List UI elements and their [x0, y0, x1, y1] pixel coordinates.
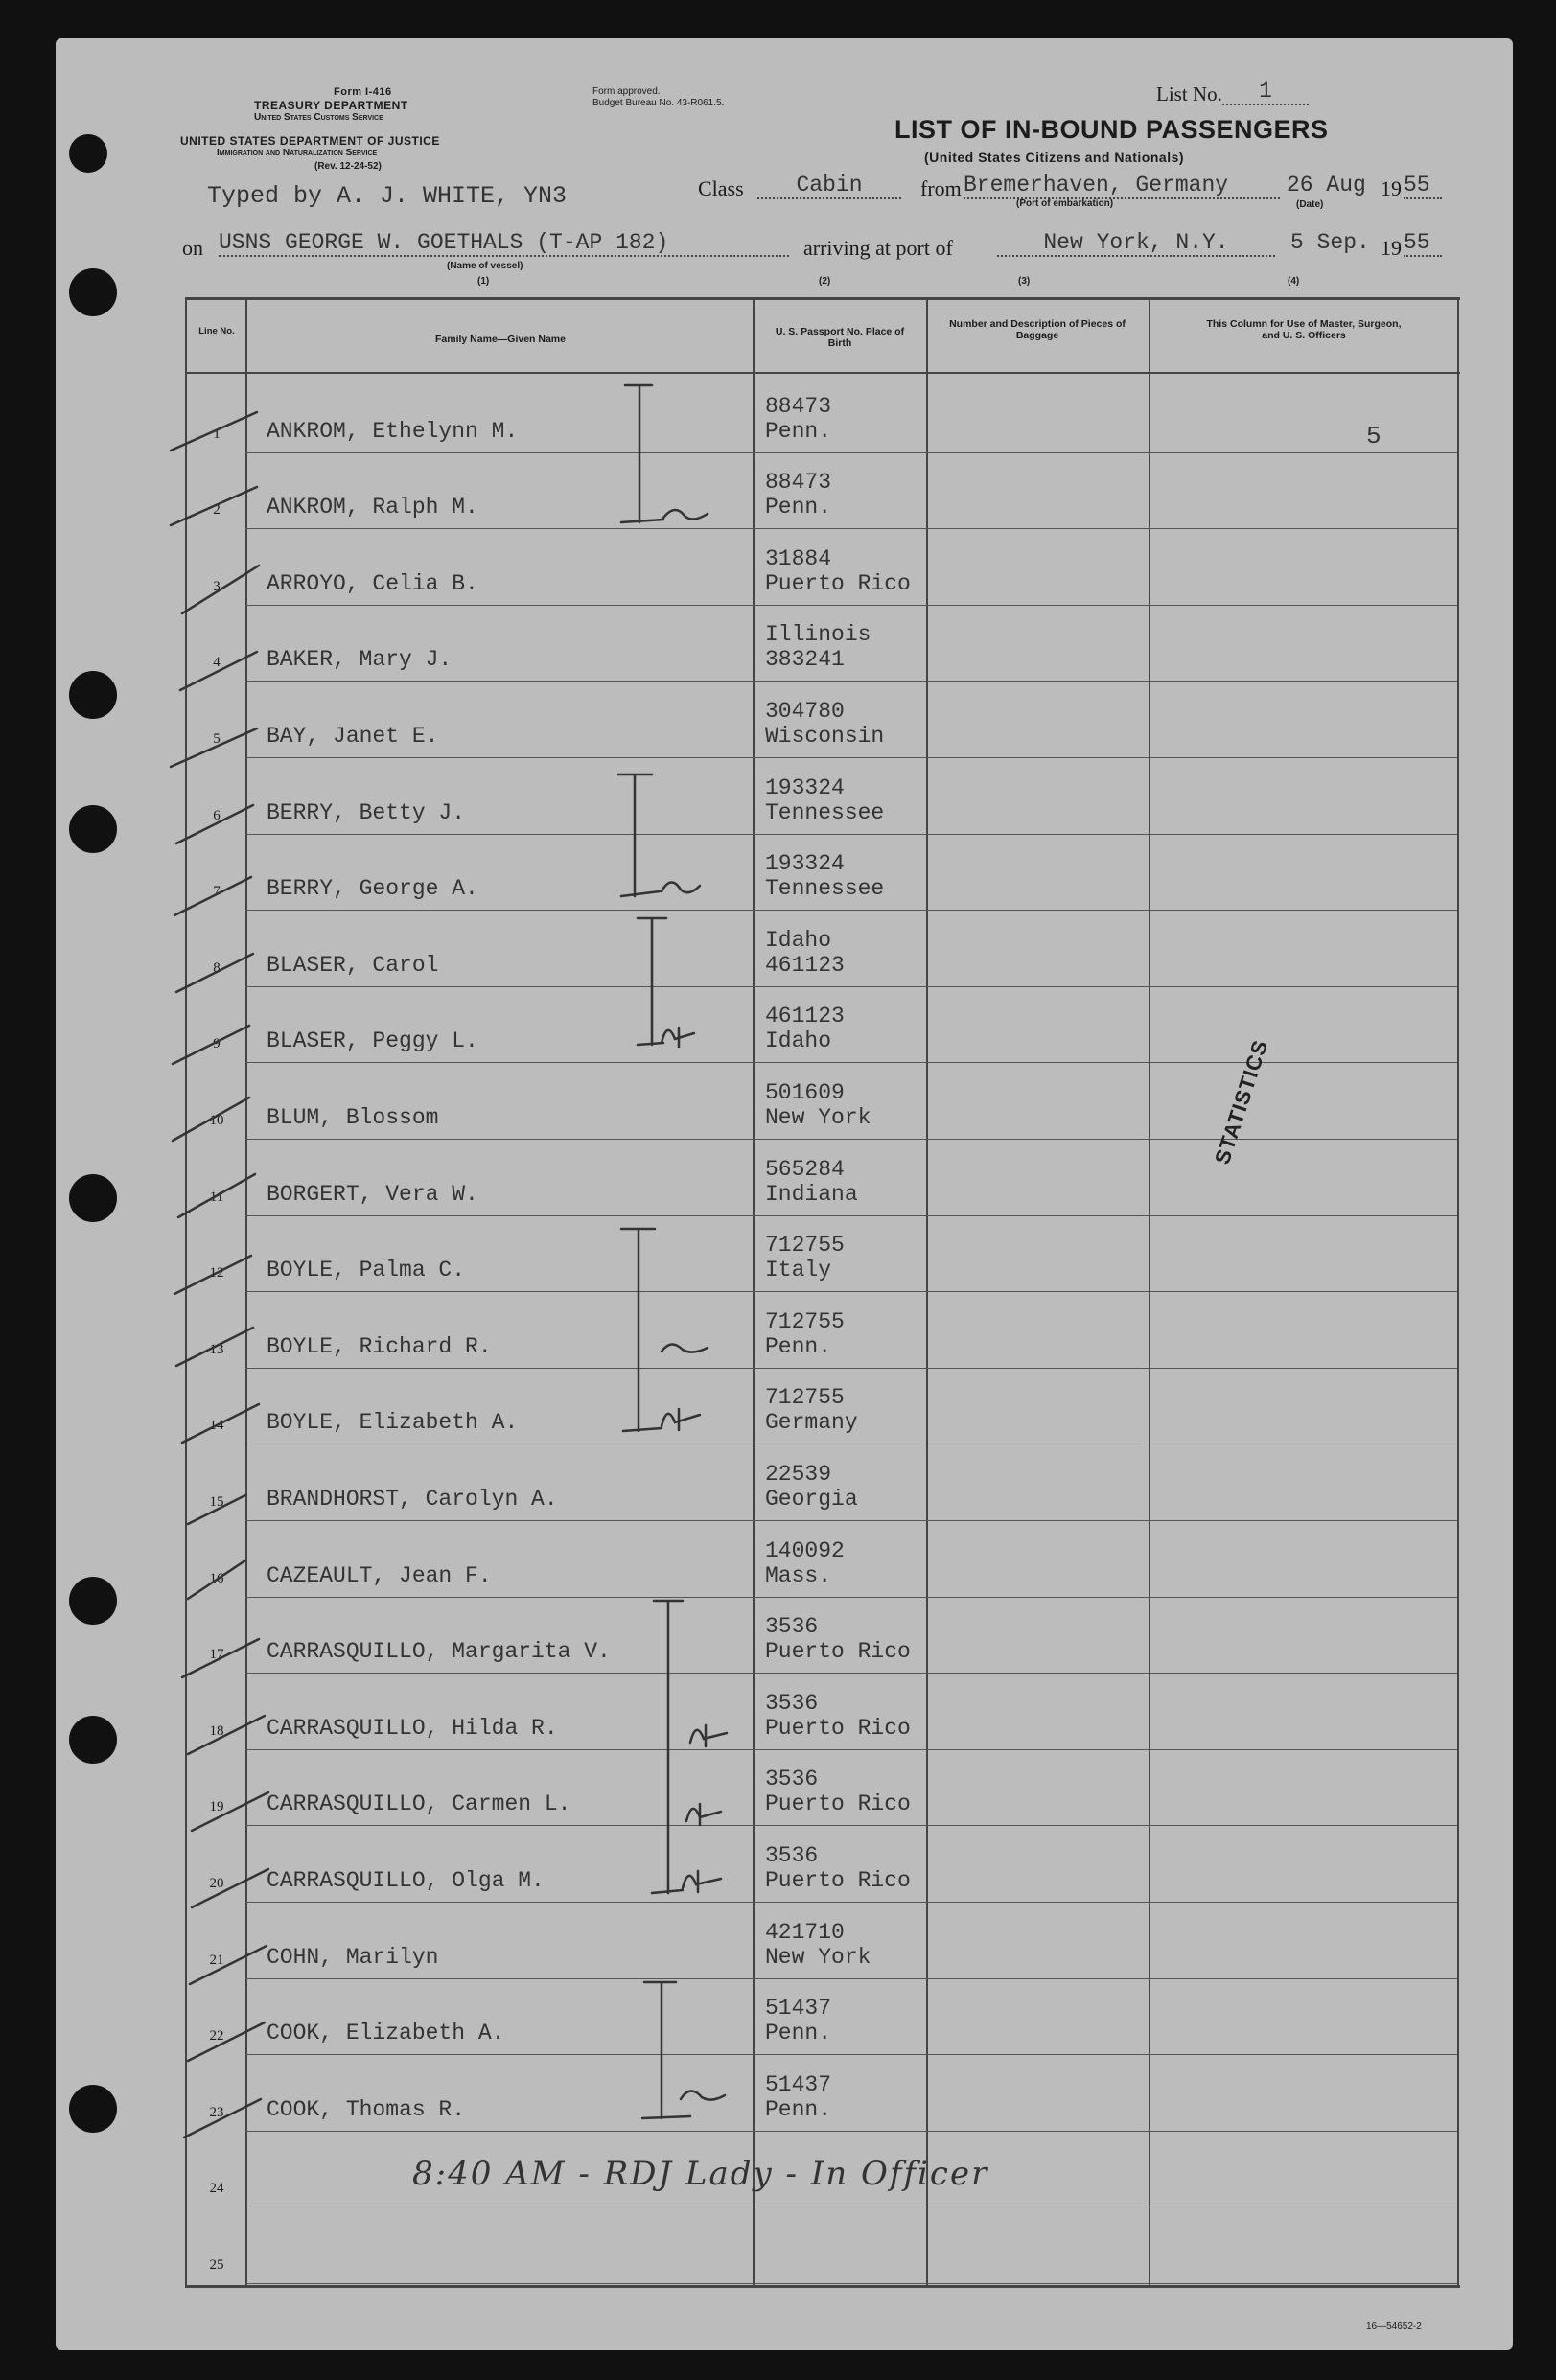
- row-line-number: 15: [209, 1494, 224, 1510]
- row-line-number: 12: [209, 1265, 224, 1281]
- row-passport-line2: Wisconsin: [765, 724, 885, 749]
- row-line-number: 22: [209, 2028, 224, 2044]
- row-passenger-name: BERRY, Betty J.: [267, 800, 466, 825]
- row-passport-line2: Penn.: [765, 419, 832, 444]
- row-passport-line1: 3536: [765, 1691, 819, 1716]
- row-passport-line1: 22539: [765, 1462, 832, 1487]
- row-passport-line1: 140092: [765, 1538, 845, 1563]
- row-passport-line2: Puerto Rico: [765, 1791, 911, 1816]
- revision: (Rev. 12-24-52): [314, 161, 382, 172]
- officer-count: 5: [1366, 422, 1382, 451]
- row-passport-line2: Tennessee: [765, 876, 885, 901]
- row-passport-line1: 88473: [765, 470, 832, 495]
- row-line-number: 20: [209, 1876, 224, 1891]
- row-passport-line2: Idaho: [765, 1028, 832, 1053]
- row-line-number: 3: [213, 579, 221, 594]
- col-marker-2: (2): [819, 276, 831, 287]
- arrival-year: 55: [1404, 230, 1442, 257]
- row-line-number: 13: [209, 1342, 224, 1357]
- row-passenger-name: COHN, Marilyn: [267, 1945, 439, 1970]
- on-label: on: [182, 236, 203, 260]
- year-prefix: 19: [1381, 176, 1402, 200]
- row-passenger-name: ARROYO, Celia B.: [267, 571, 478, 596]
- ins-service: Immigration and Naturalization Service: [217, 148, 378, 158]
- row-line-number: 24: [209, 2181, 224, 2196]
- arrival-date: 5 Sep.: [1290, 230, 1370, 255]
- embark-date: 26 Aug: [1287, 173, 1366, 197]
- row-passport-line2: Tennessee: [765, 800, 885, 825]
- col-marker-4: (4): [1288, 276, 1300, 287]
- row-passport-line1: 421710: [765, 1920, 845, 1945]
- row-passport-line1: 51437: [765, 1996, 832, 2021]
- row-line-number: 4: [213, 655, 221, 670]
- row-passport-line2: New York: [765, 1945, 871, 1970]
- row-passport-line2: 383241: [765, 647, 845, 672]
- row-line-number: 11: [209, 1190, 224, 1205]
- row-line-number: 18: [209, 1723, 224, 1739]
- row-passport-line1: 88473: [765, 394, 832, 419]
- row-passenger-name: BERRY, George A.: [267, 876, 478, 901]
- customs-service: United States Customs Service: [254, 112, 383, 123]
- list-no: 1: [1222, 79, 1309, 105]
- from-value: Bremerhaven, Germany: [964, 173, 1280, 199]
- page-subtitle: (United States Citizens and Nationals): [924, 150, 1185, 165]
- row-passport-line1: 31884: [765, 546, 832, 571]
- embark-year: 55: [1404, 173, 1442, 199]
- row-passport-line1: 501609: [765, 1080, 845, 1105]
- row-passport-line1: 3536: [765, 1843, 819, 1868]
- vessel-name: USNS GEORGE W. GOETHALS (T-AP 182): [219, 230, 789, 257]
- row-passport-line1: 712755: [765, 1233, 845, 1258]
- row-passport-line1: 3536: [765, 1614, 819, 1639]
- row-passenger-name: BLUM, Blossom: [267, 1105, 439, 1130]
- row-line-number: 14: [209, 1418, 224, 1433]
- row-passport-line1: 304780: [765, 699, 845, 724]
- row-passenger-name: CARRASQUILLO, Hilda R.: [267, 1716, 558, 1741]
- row-passport-line2: Penn.: [765, 495, 832, 520]
- row-passport-line2: Puerto Rico: [765, 1868, 911, 1893]
- list-no-label: List No.: [1156, 82, 1222, 105]
- header-passport: U. S. Passport No. Place of Birth: [775, 326, 905, 349]
- row-passport-line1: 3536: [765, 1767, 819, 1791]
- justice-dept: UNITED STATES DEPARTMENT OF JUSTICE: [180, 134, 440, 148]
- header-line-no: Line No.: [198, 326, 235, 336]
- row-passenger-name: COOK, Thomas R.: [267, 2097, 466, 2122]
- budget-bureau: Budget Bureau No. 43-R061.5.: [592, 98, 725, 108]
- row-passenger-name: BLASER, Peggy L.: [267, 1028, 478, 1053]
- row-passenger-name: CARRASQUILLO, Margarita V.: [267, 1639, 611, 1664]
- row-passport-line1: 712755: [765, 1309, 845, 1334]
- row-passport-line1: 193324: [765, 851, 845, 876]
- col-marker-3: (3): [1018, 276, 1031, 287]
- row-passport-line2: Puerto Rico: [765, 1716, 911, 1741]
- row-line-number: 1: [213, 427, 221, 442]
- class-value: Cabin: [757, 173, 901, 199]
- row-passport-line2: Indiana: [765, 1182, 858, 1207]
- row-line-number: 10: [209, 1113, 224, 1128]
- row-passport-line2: Germany: [765, 1410, 858, 1435]
- form-approved: Form approved.: [592, 86, 661, 97]
- row-passport-line2: New York: [765, 1105, 871, 1130]
- row-passport-line2: Mass.: [765, 1563, 832, 1588]
- row-passenger-name: ANKROM, Ethelynn M.: [267, 419, 519, 444]
- arrival-year-prefix: 19: [1381, 236, 1402, 260]
- row-passenger-name: CARRASQUILLO, Carmen L.: [267, 1791, 571, 1816]
- form-number: Form I-416: [334, 86, 392, 98]
- header-baggage: Number and Description of Pieces of Baggage: [949, 318, 1126, 341]
- row-passport-line1: 565284: [765, 1157, 845, 1182]
- header-officers: This Column for Use of Master, Surgeon, and U. S. Officers: [1206, 318, 1402, 341]
- row-line-number: 23: [209, 2105, 224, 2120]
- row-passport-line1: Idaho: [765, 928, 832, 953]
- from-label: from: [920, 176, 962, 200]
- row-passport-line2: Puerto Rico: [765, 571, 911, 596]
- row-passenger-name: BLASER, Carol: [267, 953, 439, 978]
- row-passport-line2: Penn.: [765, 1334, 832, 1359]
- row-passenger-name: BOYLE, Elizabeth A.: [267, 1410, 519, 1435]
- row-passport-line2: Italy: [765, 1258, 832, 1282]
- row-passport-line2: 461123: [765, 953, 845, 978]
- row-line-number: 19: [209, 1799, 224, 1814]
- class-label: Class: [698, 176, 744, 200]
- row-passenger-name: ANKROM, Ralph M.: [267, 495, 478, 520]
- row-passenger-name: BRANDHORST, Carolyn A.: [267, 1487, 558, 1512]
- row-passport-line2: Puerto Rico: [765, 1639, 911, 1664]
- row-line-number: 25: [209, 2257, 224, 2273]
- vessel-caption: (Name of vessel): [447, 261, 523, 271]
- row-passenger-name: BOYLE, Palma C.: [267, 1258, 466, 1282]
- row-line-number: 2: [213, 502, 221, 518]
- row-line-number: 7: [213, 884, 221, 899]
- col-marker-1: (1): [477, 276, 490, 287]
- page-title: LIST OF IN-BOUND PASSENGERS: [894, 115, 1329, 144]
- row-line-number: 6: [213, 808, 221, 823]
- row-passenger-name: BOYLE, Richard R.: [267, 1334, 492, 1359]
- treasury-dept: TREASURY DEPARTMENT: [254, 99, 408, 112]
- row-line-number: 17: [209, 1647, 224, 1662]
- row-passenger-name: CAZEAULT, Jean F.: [267, 1563, 492, 1588]
- row-passport-line1: Illinois: [765, 622, 871, 647]
- row-line-number: 8: [213, 960, 221, 976]
- row-line-number: 5: [213, 731, 221, 747]
- row-line-number: 9: [213, 1036, 221, 1051]
- row-line-number: 16: [209, 1571, 224, 1586]
- row-passport-line2: Penn.: [765, 2021, 832, 2045]
- header-name: Family Name—Given Name: [435, 334, 566, 345]
- row-passenger-name: BAKER, Mary J.: [267, 647, 453, 672]
- port-embark-caption: (Port of embarkation): [1016, 198, 1114, 209]
- handwritten-note: 8:40 AM - RDJ Lady - In Officer: [412, 2155, 989, 2193]
- date-caption: (Date): [1296, 199, 1324, 210]
- row-line-number: 21: [209, 1953, 224, 1968]
- row-passport-line1: 461123: [765, 1004, 845, 1028]
- row-passport-line1: 712755: [765, 1385, 845, 1410]
- row-passport-line1: 193324: [765, 775, 845, 800]
- row-passenger-name: BORGERT, Vera W.: [267, 1182, 478, 1207]
- row-passport-line1: 51437: [765, 2072, 832, 2097]
- arrival-port: New York, N.Y.: [997, 230, 1275, 257]
- typed-by: Typed by A. J. WHITE, YN3: [207, 182, 568, 210]
- row-passport-line2: Georgia: [765, 1487, 858, 1512]
- statistics-stamp: STATISTICS: [1210, 1036, 1273, 1167]
- row-passenger-name: COOK, Elizabeth A.: [267, 2021, 505, 2045]
- footer-code: 16—54652-2: [1366, 2322, 1422, 2332]
- arriving-label: arriving at port of: [803, 236, 953, 260]
- row-passport-line2: Penn.: [765, 2097, 832, 2122]
- row-passenger-name: BAY, Janet E.: [267, 724, 439, 749]
- row-passenger-name: CARRASQUILLO, Olga M.: [267, 1868, 545, 1893]
